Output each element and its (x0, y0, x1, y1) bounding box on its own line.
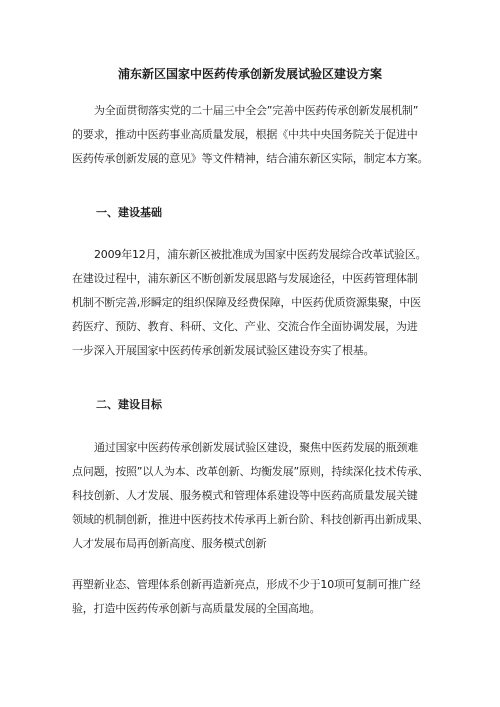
section2-line: 通过国家中医药传承创新发展试验区建设，聚焦中医药发展的瓶颈难 (94, 441, 418, 454)
section2-line: 点问题，按照”以人为本、改革创新、均衡发展”原则，持续深化技术传承、 (72, 465, 429, 478)
section1-line: 药医疗、预防、教育、科研、文化、产业、交流合作全面协调发展，为进 (72, 320, 418, 333)
section1-line: 2009年12月，浦东新区被批准成为国家中医药发展综合改革试验区。 (94, 248, 427, 261)
section-heading-2: 二、建设目标 (96, 398, 162, 411)
section1-line: 在建设过程中，浦东新区不断创新发展思路与发展途径，中医药管理体制 (72, 272, 418, 285)
section2-line: 科技创新、人才发展、服务模式和管理体系建设等中医药高质量发展关键 (72, 489, 418, 502)
intro-line: 医药传承创新发展的意见》等文件精神，结合浦东新区实际，制定本方案。 (72, 152, 429, 165)
section2-continuation-line: 验，打造中医药传承创新与高质量发展的全国高地。 (72, 602, 321, 615)
intro-paragraph (72, 99, 442, 171)
section2-continuation-paragraph (72, 573, 442, 621)
document-title: 浦东新区国家中医药传承创新发展试验区建设方案 (117, 67, 382, 81)
section-heading-1: 一、建设基础 (96, 206, 162, 219)
intro-line: 为全面贯彻落实党的二十届三中全会”完善中医药传承创新发展机制” (94, 104, 419, 117)
intro-line: 的要求，推动中医药事业高质量发展，根据《中共中央国务院关于促进中 (72, 128, 418, 141)
section2-line: 领域的机制创新，推进中医药技术传承再上新台阶、科技创新再出新成果、 (72, 513, 429, 526)
section1-paragraph (72, 243, 442, 363)
section1-line: 机制不断完善,形瞬定的组织保障及经费保障，中医药优质资源集聚，中医 (72, 296, 421, 309)
section2-continuation-line: 再塑新业态、管理体系创新再造新亮点，形成不少于10项可复制可推广经 (72, 578, 421, 591)
section2-line: 人才发展布局再创新高度、服务模式创新 (72, 537, 267, 550)
section2-paragraph (72, 436, 442, 556)
section1-line: 一步深入开展国家中医药传承创新发展试验区建设夯实了根基。 (72, 344, 375, 357)
